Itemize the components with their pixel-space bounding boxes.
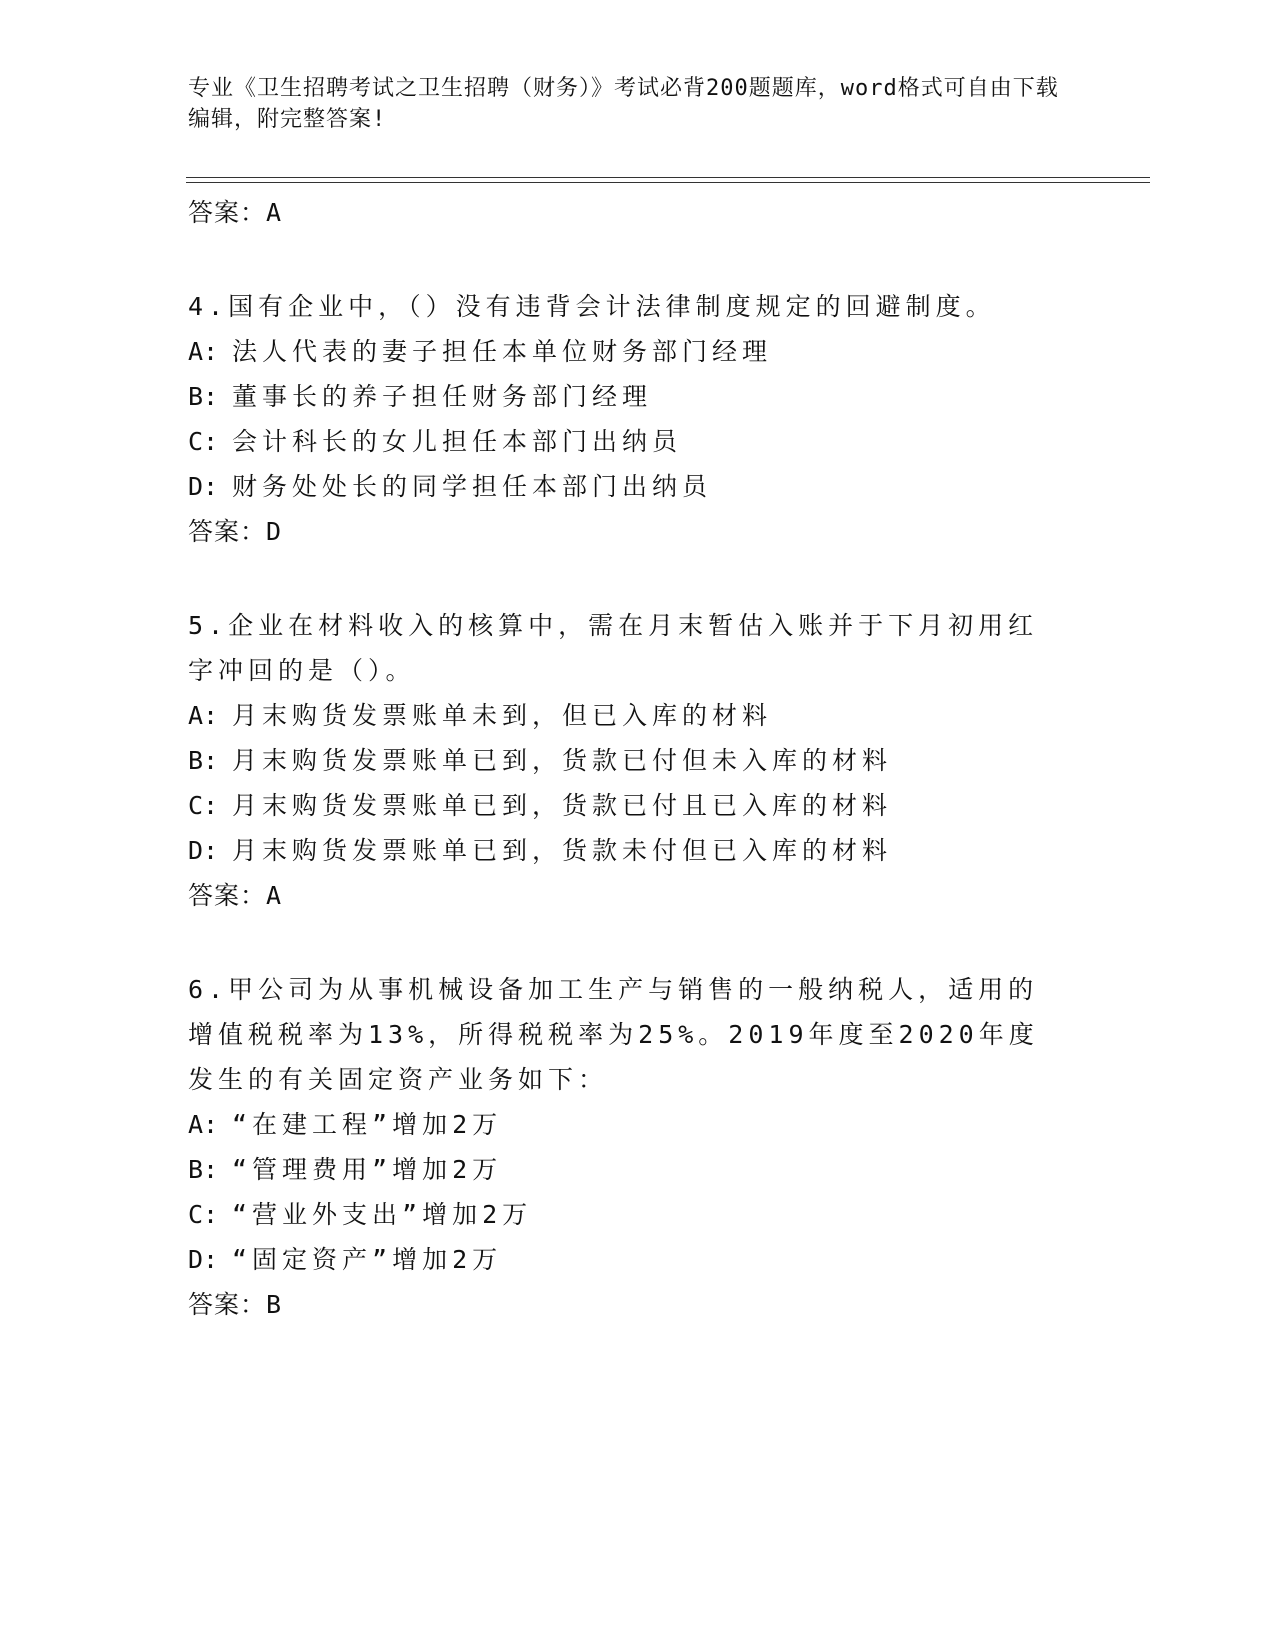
previous-answer	[188, 190, 1068, 236]
option-text: 月末购货发票账单未到，但已入库的材料	[232, 701, 773, 730]
answer-label: 答案：	[188, 881, 267, 910]
question-6	[188, 967, 1068, 1328]
option-a	[188, 1102, 1068, 1147]
answer-value: D	[266, 517, 283, 546]
question-4	[188, 284, 1068, 555]
document-header: 专业《卫生招聘考试之卫生招聘（财务）》考试必背200题题库，word格式可自由下载编辑，附完整答案!	[188, 76, 1059, 132]
answer-label: 答案：	[188, 517, 267, 546]
question-answer	[188, 873, 1068, 919]
option-key: D:	[188, 836, 219, 865]
spacer	[188, 919, 1068, 967]
answer-value: A	[266, 881, 283, 910]
question-stem: 6.甲公司为从事机械设备加工生产与销售的一般纳税人，适用的增值税税率为13%，所得税税率为25%。2019年度至2020年度发生的有关固定资产业务如下：	[188, 975, 1039, 1094]
answer-value: A	[266, 198, 283, 227]
option-key: B:	[188, 382, 219, 411]
answer-value: B	[266, 1290, 283, 1319]
option-key: D:	[188, 1245, 219, 1274]
option-a	[188, 329, 1068, 374]
option-text: “管理费用”增加2万	[232, 1155, 503, 1184]
option-text: “营业外支出”增加2万	[232, 1200, 533, 1229]
option-key: D:	[188, 472, 219, 501]
option-c	[188, 1192, 1068, 1237]
option-b	[188, 374, 1068, 419]
option-d	[188, 828, 1068, 873]
option-d	[188, 1237, 1068, 1282]
option-text: 会计科长的女儿担任本部门出纳员	[232, 427, 683, 456]
option-d	[188, 464, 1068, 509]
option-text: 月末购货发票账单已到，货款已付且已入库的材料	[232, 791, 893, 820]
answer-label: 答案：	[188, 198, 267, 227]
question-stem: 5.企业在材料收入的核算中，需在月末暂估入账并于下月初用红字冲回的是（）。	[188, 611, 1039, 685]
option-key: C:	[188, 791, 219, 820]
option-key: A:	[188, 1110, 219, 1139]
spacer	[188, 555, 1068, 603]
spacer	[188, 236, 1068, 284]
option-a	[188, 693, 1068, 738]
header-divider-secondary	[186, 182, 1150, 183]
question-answer	[188, 509, 1068, 555]
option-text: 月末购货发票账单已到，货款未付但已入库的材料	[232, 836, 893, 865]
option-c	[188, 419, 1068, 464]
option-text: 董事长的养子担任财务部门经理	[232, 382, 653, 411]
option-text: 财务处处长的同学担任本部门出纳员	[232, 472, 713, 501]
option-b	[188, 738, 1068, 783]
answer-label: 答案：	[188, 1290, 267, 1319]
option-key: C:	[188, 427, 219, 456]
option-c	[188, 783, 1068, 828]
option-key: A:	[188, 701, 219, 730]
option-key: B:	[188, 1155, 219, 1184]
option-key: C:	[188, 1200, 219, 1229]
question-list	[188, 190, 1068, 1328]
option-text: 法人代表的妻子担任本单位财务部门经理	[232, 337, 773, 366]
option-text: “固定资产”增加2万	[232, 1245, 503, 1274]
option-text: “在建工程”增加2万	[232, 1110, 503, 1139]
option-key: A:	[188, 337, 219, 366]
option-key: B:	[188, 746, 219, 775]
question-stem: 4.国有企业中，（）没有违背会计法律制度规定的回避制度。	[188, 292, 996, 321]
question-answer	[188, 1282, 1068, 1328]
option-text: 月末购货发票账单已到，货款已付但未入库的材料	[232, 746, 893, 775]
option-b	[188, 1147, 1068, 1192]
header-divider	[186, 177, 1150, 178]
question-5	[188, 603, 1068, 919]
